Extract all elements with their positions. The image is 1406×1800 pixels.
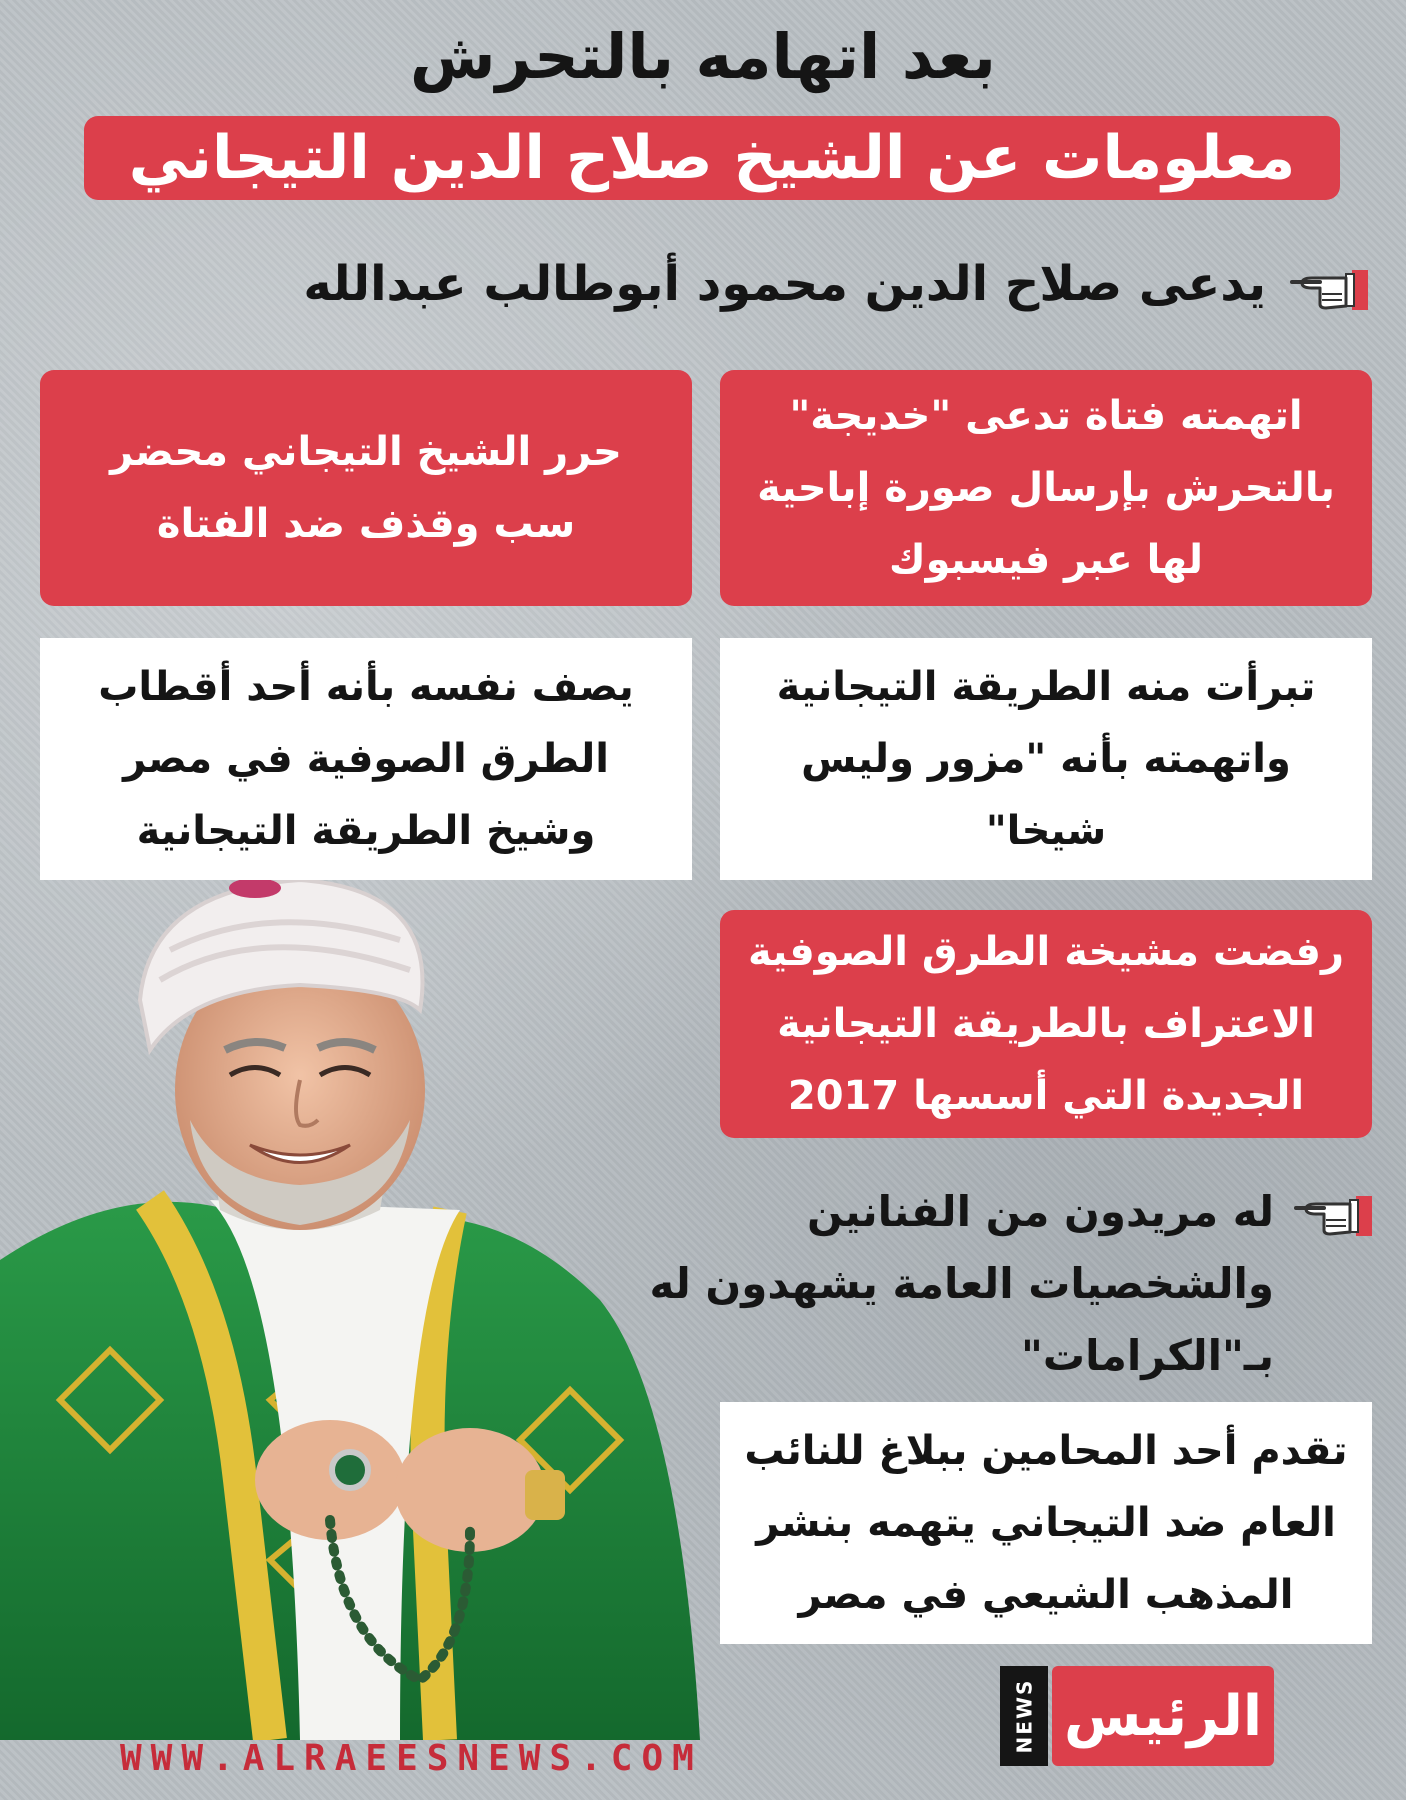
card-disowned (720, 638, 1372, 880)
pointing-hand-icon (1290, 264, 1370, 312)
card-rejection (720, 910, 1372, 1138)
card-self-description-text: يصف نفسه بأنه أحد أقطاب الطرق الصوفية في مصر وشيخ الطريقة التيجانية (98, 664, 634, 854)
card-lawyer-report (720, 1402, 1372, 1644)
bullet-followers-text: له مريدون من الفنانين والشخصيات العامة يشهدون له بـ"الكرامات" (649, 1187, 1274, 1380)
pointing-hand-icon (1294, 1190, 1374, 1238)
bullet-name-text: يدعى صلاح الدين محمود أبوطالب عبدالله (303, 256, 1266, 312)
card-self-description (40, 638, 692, 880)
sheikh-portrait (0, 880, 760, 1740)
website-url[interactable]: WWW.ALRAEESNEWS.COM (120, 1738, 703, 1779)
subheadline: معلومات عن الشيخ صلاح الدين التيجاني (128, 123, 1296, 193)
card-counter-report-text: حرر الشيخ التيجاني محضر سب وقذف ضد الفتاة (110, 429, 622, 547)
headline: بعد اتهامه بالتحرش (410, 20, 996, 93)
logo-name: الرئيس (1052, 1666, 1274, 1766)
subheadline-banner (84, 116, 1340, 200)
card-accusation-text: اتهمته فتاة تدعى "خديجة" بالتحرش بإرسال صورة إباحية لها عبر فيسبوك (757, 393, 1335, 583)
logo-news-text: NEWS (1012, 1678, 1036, 1754)
brand-logo (1000, 1666, 1276, 1766)
card-disowned-text: تبرأت منه الطريقة التيجانية واتهمته بأنه "مزور وليس شيخا" (776, 664, 1316, 854)
card-rejection-text: رفضت مشيخة الطرق الصوفية الاعتراف بالطريقة التيجانية الجديدة التي أسسها 2017 (748, 929, 1344, 1119)
card-counter-report (40, 370, 692, 606)
card-lawyer-report-text: تقدم أحد المحامين ببلاغ للنائب العام ضد التيجاني يتهمه بنشر المذهب الشيعي في مصر (744, 1428, 1348, 1618)
card-accusation (720, 370, 1372, 606)
logo-news-tag (1000, 1666, 1048, 1766)
